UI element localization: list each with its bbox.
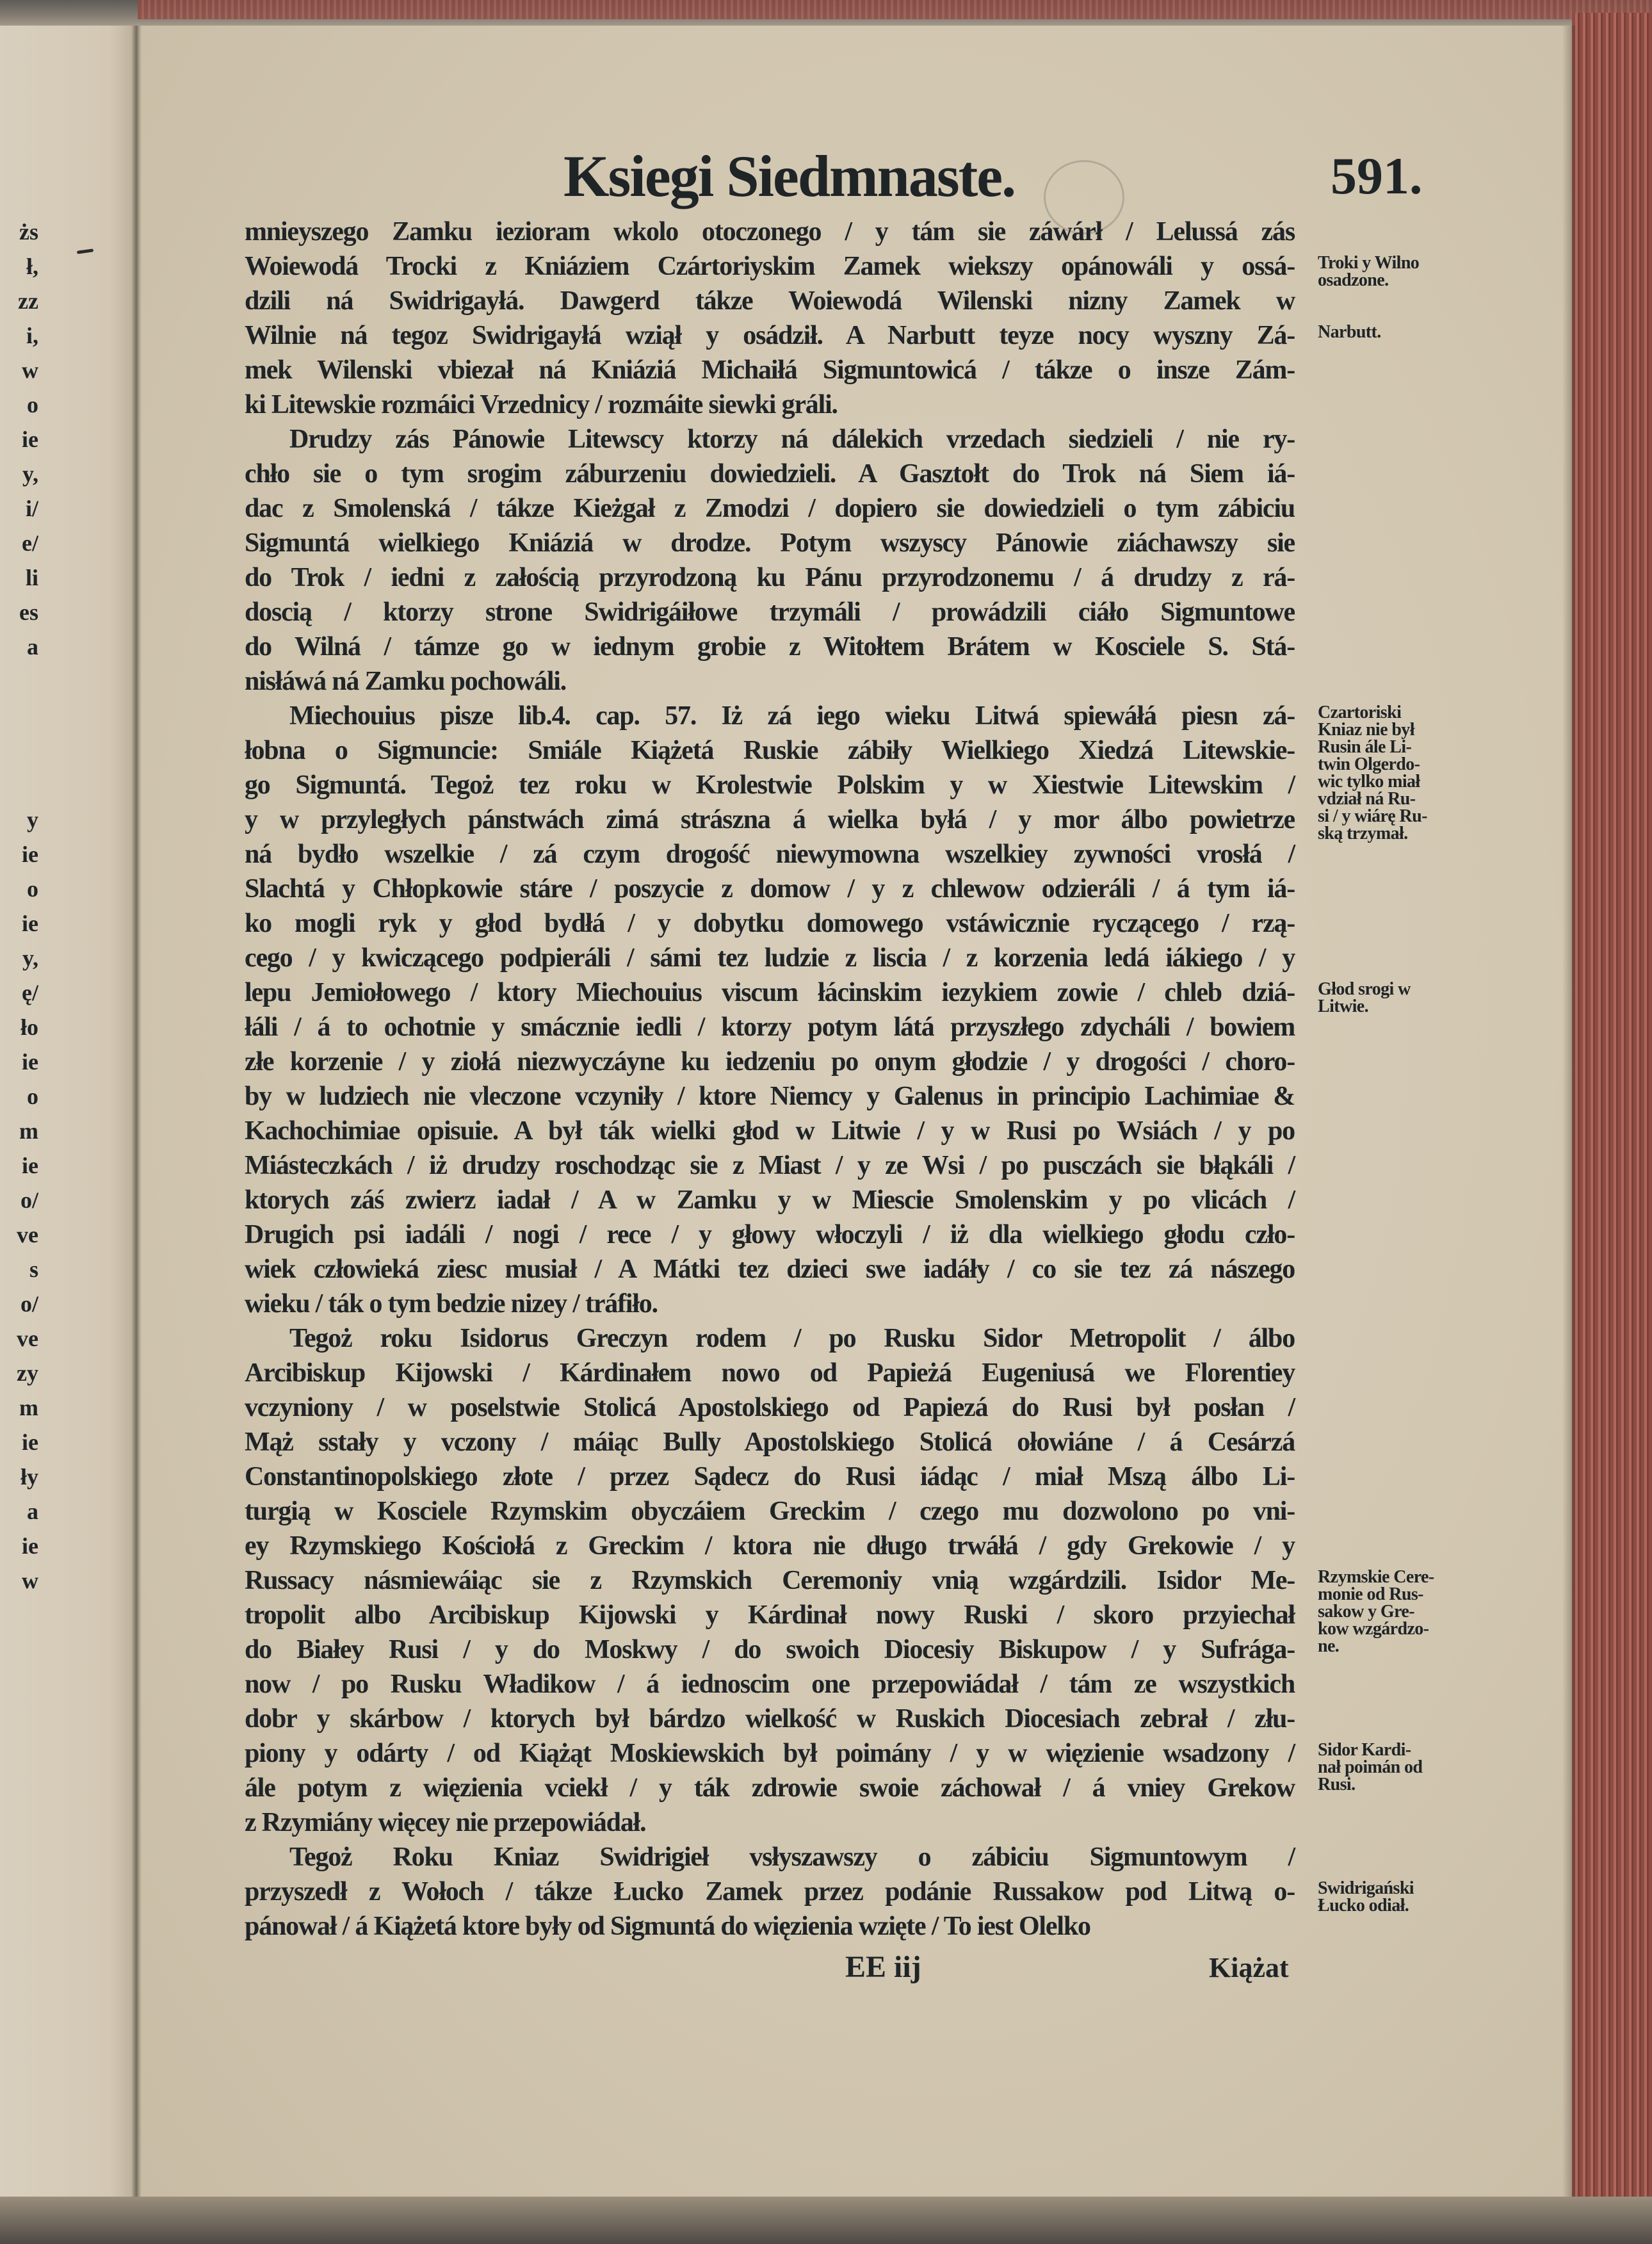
text-line: łobna o Sigmuncie: Smiále Kiążetá Ruskie zábiły Wielkiego Xiedzá Litewskie-: [245, 736, 1295, 765]
text-line: ná bydło wszelkie / zá czym drogość niewymowna wszelkiey zywności vrosłá /: [245, 840, 1295, 869]
margin-note-line: osadzone.: [1318, 270, 1389, 290]
text-line: Drudzy zás Pánowie Litewscy ktorzy ná dálekich vrzedach siedzieli / nie ry-: [289, 425, 1295, 454]
text-line: dzili ná Swidrigayłá. Dawgerd tákze Woiewodá Wilenski nizny Zamek w: [245, 286, 1295, 316]
margin-note-line: ską trzymał.: [1318, 824, 1408, 843]
margin-note-line: Narbutt.: [1318, 322, 1381, 342]
text-line: mek Wilenski vbiezał ná Kniáziá Michaiłá Sigmuntowicá / tákze o insze Zám-: [245, 355, 1295, 385]
left-page-fragment: es: [19, 599, 38, 625]
left-page-fragment: ie: [22, 1153, 38, 1178]
text-line: turgią w Kosciele Rzymskim obyczáiem Greckim / czego mu dozwolono po vni-: [245, 1497, 1295, 1526]
text-line: do Białey Rusi / y do Moskwy / do swoich Diocesiy Biskupow / y Sufrága-: [245, 1635, 1295, 1664]
margin-note-line: wic tylko miał: [1318, 772, 1420, 792]
paragraph: [245, 215, 1295, 422]
left-page-fragment: y,: [22, 945, 38, 971]
margin-note: [1318, 1568, 1478, 1655]
margin-note-line: Czartoriski: [1318, 703, 1402, 722]
left-page-fragment: ie: [22, 842, 38, 867]
text-line: chło sie o tym srogim záburzeniu dowiedzieli. A Gasztołt do Trok ná Siem iá-: [245, 459, 1295, 489]
text-line: Tegoż roku Isidorus Greczyn rodem / po Rusku Sidor Metropolit / álbo: [289, 1324, 1295, 1353]
margin-note-line: Kniaz nie był: [1318, 720, 1414, 740]
left-page-fragment: i,: [26, 323, 38, 348]
text-line: Russacy násmiewáiąc sie z Rzymskich Ceremoniy vnią wzgárdzili. Isidor Me-: [245, 1566, 1295, 1595]
left-page-fragment: s: [29, 1256, 38, 1282]
text-line: Tegoż Roku Kniaz Swidrigieł vsłyszawszy o zábiciu Sigmuntowym /: [289, 1842, 1295, 1872]
text-line: Slachtá y Chłopkowie stáre / poszycie z domow / y z chlewow odzieráli / á tym iá-: [245, 874, 1295, 904]
left-page-fragment: o/: [20, 1291, 38, 1317]
left-page-fragment: ło: [20, 1014, 38, 1040]
book-bottom-edge: [0, 2197, 1652, 2244]
left-page-fragment: ę/: [22, 980, 38, 1005]
margin-note-line: Litwie.: [1318, 996, 1369, 1016]
text-line: by w ludziech nie vleczone vczyniły / ktore Niemcy y Galenus in principio Lachimiae &: [245, 1082, 1295, 1111]
left-page-fragment: a: [27, 1499, 38, 1524]
fore-edge-shadow: [1562, 26, 1575, 2197]
text-line: vczyniony / w poselstwie Stolicá Apostolskiego od Papiezá do Rusi był posłan /: [245, 1393, 1295, 1422]
margin-note: [1318, 1880, 1478, 1914]
page-number: 591.: [1331, 147, 1423, 205]
margin-note-line: nał poimán od: [1318, 1757, 1423, 1777]
left-page-fragment: o/: [20, 1187, 38, 1213]
text-line: Miechouius pisze lib.4. cap. 57. Iż zá iego wieku Litwá spiewáłá piesn zá-: [289, 701, 1295, 731]
catchword: Kiążat: [1209, 1952, 1289, 1983]
running-title: Ksiegi Siedmnaste.: [563, 143, 1016, 209]
text-line: do Trok / iedni z załością przyrodzoną ku Pánu przyrodzonemu / á drudzy z rá-: [245, 563, 1295, 592]
text-line: nisłáwá ná Zamku pochowáli.: [245, 667, 567, 696]
text-line: łáli / á to ochotnie y smácznie iedli / ktorzy potym látá przyszłego zdycháli / bowiem: [245, 1012, 1295, 1042]
text-line: dobr y skárbow / ktorych był bárdzo wielkość w Ruskich Diocesiach zebrał / złu-: [245, 1704, 1295, 1734]
margin-note-line: si / y wiárę Ru-: [1318, 806, 1427, 826]
text-line: ktorych záś zwierz iadał / A w Zamku y w Miescie Smolenskim y po vlicách /: [245, 1185, 1295, 1215]
margin-note-line: sakow y Gre-: [1318, 1602, 1414, 1622]
text-line: tropolit albo Arcibiskup Kijowski y Kárdinał nowy Ruski / skoro przyiechał: [245, 1600, 1295, 1630]
text-line: ále potym z więzienia vciekł / y ták zdrowie swoie záchował / á vniey Grekow: [245, 1773, 1295, 1803]
text-line: mnieyszego Zamku iezioram wkolo otoczonego / y tám sie záwárł / Lelussá zás: [245, 217, 1295, 247]
text-line: Woiewodá Trocki z Kniáziem Czártoriyskim Zamek wiekszy opánowáli y ossá-: [245, 252, 1295, 281]
margin-note-line: Sidor Kardi-: [1318, 1740, 1411, 1760]
left-page-fragment: m: [19, 1118, 38, 1144]
fore-edge-pages: [1572, 13, 1652, 2216]
margin-note-line: monie od Rus-: [1318, 1584, 1423, 1604]
text-line: ey Rzymskiego Kościołá z Greckim / ktora nie długo trwáłá / gdy Grekowie / y: [245, 1531, 1295, 1561]
margin-note: [1318, 1741, 1478, 1793]
margin-note: [1318, 980, 1478, 1015]
text-line: z Rzymiány więcey nie przepowiádał.: [245, 1808, 646, 1837]
text-line: Drugich psi iadáli / nogi / rece / y głowy włoczyli / iż dla wielkiego głodu czło-: [245, 1220, 1295, 1249]
signature-mark: EE iij: [845, 1950, 921, 1984]
left-page-fragment: ve: [17, 1222, 38, 1248]
left-page-fragment: ve: [17, 1326, 38, 1351]
margin-note-line: Rusi.: [1318, 1775, 1356, 1794]
text-line: Kachochimiae opisuie. A był ták wielki głod w Litwie / y w Rusi po Wsiách / y po: [245, 1116, 1295, 1146]
margin-note-line: Łucko odiał.: [1318, 1896, 1409, 1915]
margin-note-line: Rzymskie Cere-: [1318, 1567, 1434, 1587]
text-line: go Sigmuntá. Tegoż tez roku w Krolestwie Polskim y w Xiestwie Litewskim /: [245, 770, 1295, 800]
left-page-fragment: zy: [17, 1360, 38, 1386]
left-page-fragment: y,: [22, 461, 38, 487]
margin-note-line: kow wzgárdzo-: [1318, 1619, 1429, 1639]
margin-note-line: Rusin ále Li-: [1318, 737, 1412, 757]
book-top-page-edges: [138, 0, 1652, 19]
left-page-fragment: ie: [22, 427, 38, 452]
text-line: lepu Jemiołowego / ktory Miechouius viscum łácinskim iezykiem zowie / chleb dziá-: [245, 978, 1295, 1007]
left-page-fragment: ie: [22, 1533, 38, 1559]
left-page-fragment: i/: [25, 496, 38, 521]
margin-note: [1318, 704, 1478, 842]
text-line: przyszedł z Wołoch / tákze Łucko Zamek przez podánie Russakow pod Litwą o-: [245, 1877, 1295, 1907]
paragraph: [245, 1321, 1295, 1840]
text-line: złe korzenie / y ziołá niezwyczáyne ku iedzeniu po onym głodzie / y drogości / choro-: [245, 1047, 1295, 1077]
text-line: Sigmuntá wielkiego Kniáziá w drodze. Potym wszyscy Pánowie ziáchawszy sie: [245, 528, 1295, 558]
text-line: Arcibiskup Kijowski / Kárdinałem nowo od Papieżá Eugeniusá we Florentiey: [245, 1358, 1295, 1388]
margin-note-line: twin Olgerdo-: [1318, 754, 1420, 774]
left-page-fragment: y: [27, 807, 38, 833]
text-line: pánował / á Kiążetá ktore były od Sigmuntá do więzienia wzięte / To iest Olelko: [245, 1912, 1090, 1941]
left-page-fragment: ie: [22, 911, 38, 936]
margin-note: [1318, 254, 1478, 289]
left-page-fragment: o: [27, 392, 38, 418]
text-line: do Wilná / támze go w iednym grobie z Witołtem Brátem w Kosciele S. Stá-: [245, 632, 1295, 662]
text-line: y w przyległych pánstwách zimá strászna á wielka byłá / y mor álbo powietrze: [245, 805, 1295, 834]
text-line: now / po Rusku Władikow / á iednoscim one przepowiádał / tám ze wszystkich: [245, 1670, 1295, 1699]
text-line: ko mogli ryk y głod bydłá / y dobytku domowego vstáwicznie ryczącego / rzą-: [245, 909, 1295, 938]
text-line: wiek człowieká ziesc musiał / A Mátki tez dzieci swe iadáły / co sie tez zá nászego: [245, 1255, 1295, 1284]
left-page-fragment: w: [22, 357, 38, 383]
left-page-fragment: ie: [22, 1049, 38, 1075]
left-page-fragment: ły: [20, 1464, 38, 1490]
text-line: doscią / ktorzy strone Swidrigáiłowe trzymáli / prowádzili ciáło Sigmuntowe: [245, 598, 1295, 627]
left-page-fragment: o: [27, 1084, 38, 1109]
text-line: cego / y kwiczącego podpieráli / sámi tez ludzie z liscia / z korzenia ledá iákiego / y: [245, 943, 1295, 973]
paragraph: [245, 1840, 1295, 1944]
text-line: Constantinopolskiego złote / przez Sądecz do Rusi iádąc / miał Mszą álbo Li-: [245, 1462, 1295, 1492]
left-page-fragment: żs: [19, 219, 38, 245]
margin-note-line: ne.: [1318, 1636, 1340, 1656]
text-line: Miásteczkách / iż drudzy roschodząc sie z Miast / y ze Wsi / po pusczách sie błąkáli /: [245, 1151, 1295, 1180]
paragraph: [245, 422, 1295, 699]
margin-note: [1318, 323, 1478, 341]
left-page-fragment: w: [22, 1568, 38, 1593]
main-text-column: [245, 215, 1295, 1944]
text-line: piony y odárty / od Kiążąt Moskiewskich był poimány / y w więzienie wsadzony /: [245, 1739, 1295, 1768]
text-line: Mąż sstały y vczony / máiąc Bully Apostolskiego Stolicá ołowiáne / á Cesárzá: [245, 1427, 1295, 1457]
left-page-fragment: m: [19, 1395, 38, 1420]
paragraph: [245, 699, 1295, 1321]
text-line: wieku / ták o tym bedzie nizey / tráfiło.: [245, 1289, 658, 1319]
margin-note-line: Swidrigański: [1318, 1878, 1414, 1898]
margin-note-line: Troki y Wilno: [1318, 253, 1420, 273]
left-page-fragment: a: [27, 634, 38, 660]
left-page-fragment: e/: [22, 530, 38, 556]
text-line: ki Litewskie rozmáici Vrzednicy / rozmáite siewki gráli.: [245, 390, 838, 419]
left-page-fragment: o: [27, 876, 38, 902]
margin-note-line: vdział ná Ru-: [1318, 789, 1416, 809]
text-line: dac z Smolenská / tákze Kieżgał z Zmodzi / dopiero sie dowiedzieli o tym zábiciu: [245, 494, 1295, 523]
left-page-fragment: li: [25, 565, 38, 590]
text-line: Wilnie ná tegoz Swidrigayłá wziął y osádził. A Narbutt teyze nocy wyszny Zá-: [245, 321, 1295, 350]
gutter-crease: [131, 26, 142, 2197]
left-page-fragment: ł,: [26, 254, 38, 279]
left-page-fragment: ie: [22, 1429, 38, 1455]
left-page-fragment: zz: [18, 288, 38, 314]
margin-note-line: Głod srogi w: [1318, 979, 1411, 999]
